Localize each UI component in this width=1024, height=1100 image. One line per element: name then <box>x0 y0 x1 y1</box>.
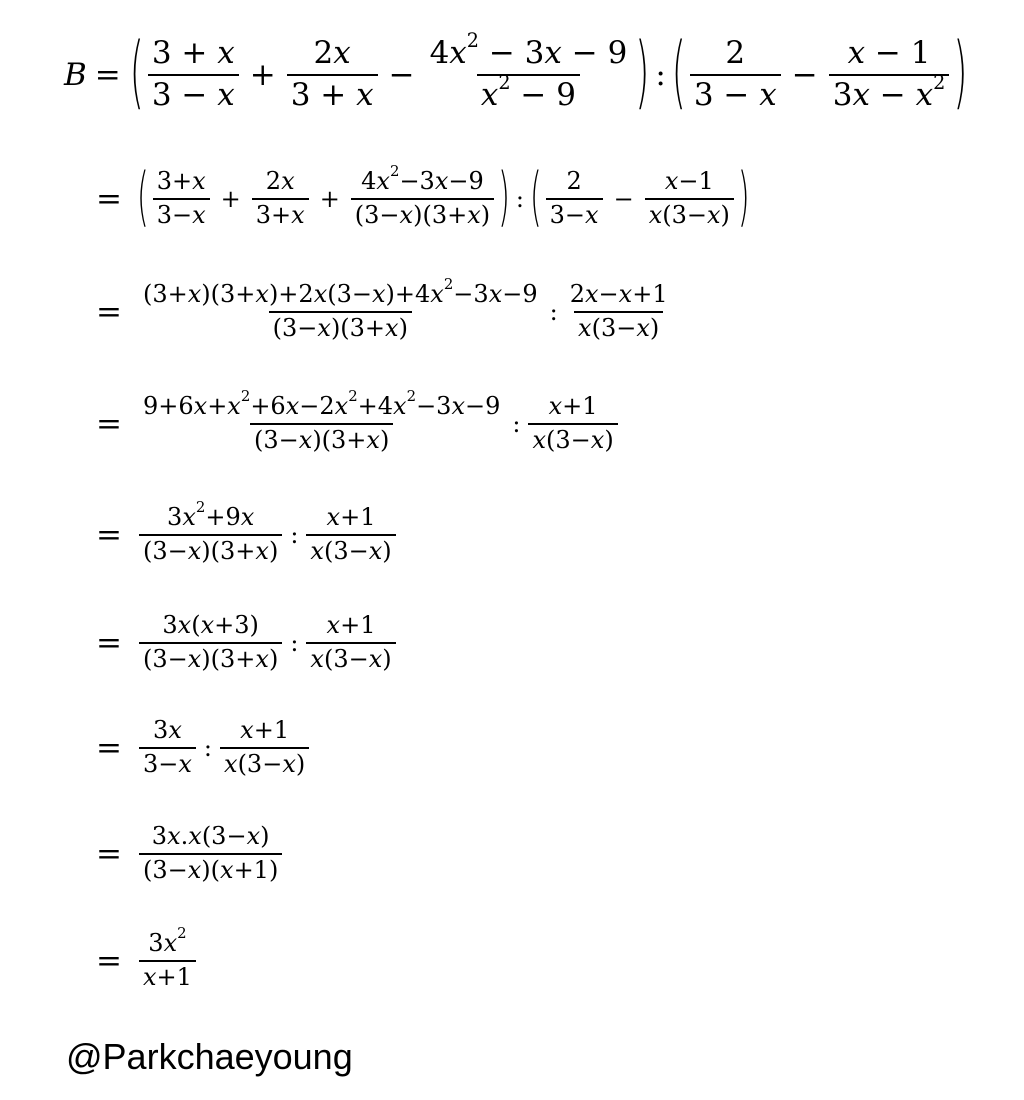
equation-line: B = ( $\frac{3 + x}{3 - x}$ + $\frac{2x}{3 + x}$ − $\frac{4x^2 - 3x - 9}{x^2 - 9}$ ) : ( $\frac{2}{3 - x}$ − $\frac{x - 1}{3x - x^2}$ ) <box>64 28 968 119</box>
equation-line: = $\frac{3x^2}{x+1}$ <box>96 930 199 991</box>
fraction: $\frac{3 + x}{3 - x}$ <box>148 36 239 113</box>
equation-line: = $\frac{3x.x(3-x)}{(3-x)(x+1)}$ <box>96 823 285 884</box>
equation-line: = $\frac{(3+x)(3+x)+2x(3-x)+4x^2-3x-9}{(3-x)(3+x)}$ : $\frac{2x-x+1}{x(3-x)}$ <box>96 275 668 342</box>
author-signature: @Parkchaeyoung <box>66 1036 353 1077</box>
equation-line: = ( $\frac{3+x}{3-x}$ + $\frac{2x}{3+x}$ + $\frac{4x^2-3x-9}{(3-x)(3+x)}$ ) : ( $\frac{2}{3-x}$ − $\frac{x-1}{x(3-x)}$ ) <box>96 159 750 236</box>
equation-line: = $\frac{9+6x+x^2+6x-2x^2+4x^2-3x-9}{(3-x)(3+x)}$ : $\frac{x+1}{x(3-x)}$ <box>96 393 621 454</box>
fraction: $\frac{4x^2 - 3x - 9}{x^2 - 9}$ <box>429 28 628 113</box>
equation-line: = $\frac{3x}{3-x}$ : $\frac{x+1}{x(3-x)}$ <box>96 717 312 778</box>
fraction: $\frac{2x}{3 + x}$ <box>287 36 378 113</box>
equation-line: = $\frac{3x^2+9x}{(3-x)(3+x)}$ : $\frac{x+1}{x(3-x)}$ <box>96 504 399 565</box>
fraction: $\frac{x - 1}{3x - x^2}$ <box>829 36 950 113</box>
fraction: $\frac{2}{3 - x}$ <box>690 36 781 113</box>
equation-line: = $\frac{3x(x+3)}{(3-x)(3+x)}$ : $\frac{x+1}{x(3-x)}$ <box>96 612 399 673</box>
